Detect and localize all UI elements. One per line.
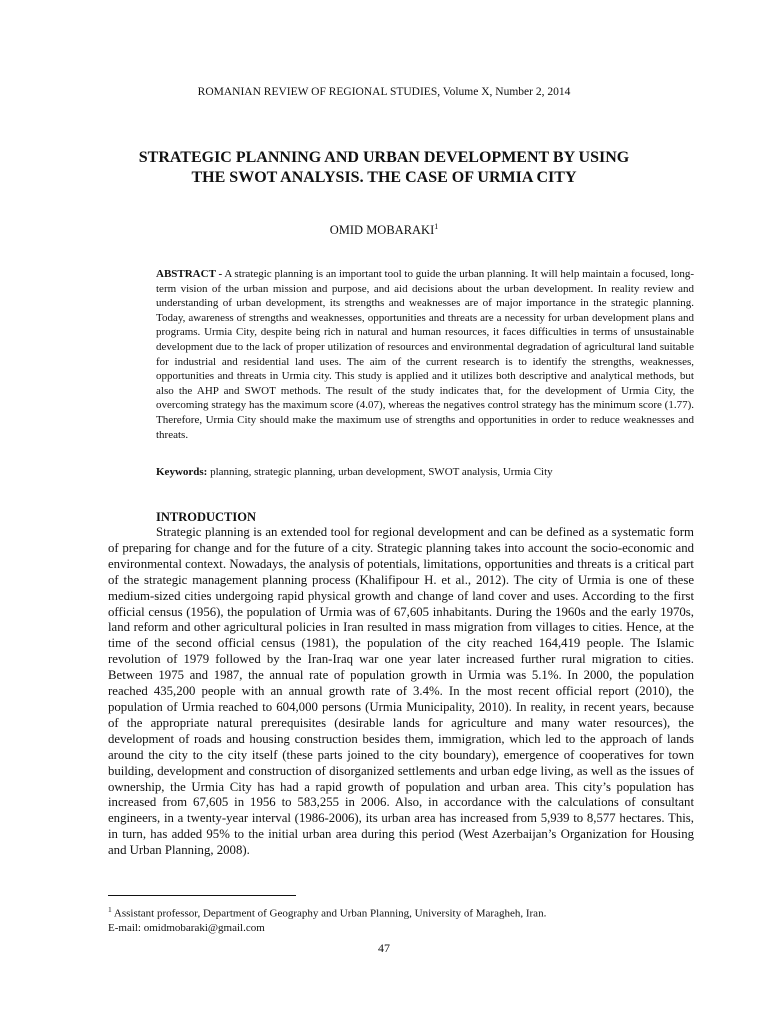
abstract-label: ABSTRACT - (156, 268, 223, 280)
footnote-affiliation (108, 903, 694, 921)
introduction-heading: INTRODUCTION (156, 510, 257, 524)
keywords-label: Keywords: (156, 466, 208, 478)
author-line (0, 222, 768, 238)
footnote-affiliation-text: Assistant professor, Department of Geography and Urban Planning, University of Maragheh, Iran. (111, 907, 547, 920)
abstract-text: A strategic planning is an important tool to guide the urban planning. It will help maintain a focused, long-term vision of the urban mission and purpose, and aid decisions about the urban development. In reality review and understanding of urban development, its strengths and weaknesses are of major importance in the strategic planning. Today, awareness of strengths and weaknesses, opportunities and threats are a necessity for urban development plans and programs. Urmia City, despite being rich in natural and human resources, it faces difficulties in terms of unsustainable development due to the lack of proper utilization of resources and environmental degradation of agricultural land suitable for industrial and residential land uses. The aim of the current research is to identify the strengths, weaknesses, opportunities and threats in Urmia city. This study is applied and it utilizes both descriptive and analytical methods, but also the AHP and SWOT methods. The result of the study indicates that, for the development of Urmia City, the overcoming strategy has the maximum score (4.07), whereas the negatives control strategy has the minimum score (1.77). Therefore, Urmia City should make the maximum use of strengths and opportunities in order to reduce weaknesses and threats. (156, 268, 694, 441)
paper-title (100, 148, 668, 188)
page-number: 47 (378, 941, 390, 955)
footnote (108, 903, 694, 935)
footnote-divider (108, 895, 296, 896)
title-line-2: THE SWOT ANALYSIS. THE CASE OF URMIA CITY (191, 169, 577, 186)
abstract (156, 267, 694, 442)
footnote-mark: 1 (108, 905, 112, 914)
author-name: OMID MOBARAKI (329, 223, 435, 238)
title-line-1: STRATEGIC PLANNING AND URBAN DEVELOPMENT BY USING (138, 149, 630, 166)
footnote-email: E-mail: omidmobaraki@gmail.com (108, 921, 265, 934)
introduction-paragraph: Strategic planning is an extended tool for regional development and can be defined as a systematic form of preparing for change and for the future of a city. Strategic planning takes into account the socio-economic and environmental context. Nowadays, the analysis of potentials, limitations, opportunities and threats is a critical part of the strategic management planning process (Khalifipour H. et al., 2012). The city of Urmia is one of these medium-sized cities undergoing rapid physical growth and change of land cover and uses. According to the first official census (1956), the population of Urmia was of 67,605 inhabitants. During the 1960s and the early 1970s, land reform and other agricultural policies in Iran resulted in mass migration from villages to cities. Hence, at the time of the second official census (1981), the population of the city reached 164,419 people. The Islamic revolution of 1979 followed by the Iran-Iraq war one year later increased further rural migration to cities. Between 1975 and 1987, the annual rate of population growth in Urmia was 5.1%. In 2000, the population reached 435,200 people with an annual growth rate of 3.4%. In the most recent official report (2010), the population of Urmia reached to 604,000 persons (Urmia Municipality, 2010). In reality, in recent years, because of the appropriate natural prerequisites (desirable lands for agriculture and many water resources), the development of roads and housing construction besides them, immigration, which led to the approach of lands around the city to the city itself (these parts joined to the city boundary), emergence of cooperatives for town building, development and construction of disorganized settlements and urban edge living, as well as the issues of ownership, the Urmia City has had a rapid growth of population and urban area. This city’s population has increased from 67,605 in 1956 to 583,255 in 2006. Also, in accordance with the calculations of consultant engineers, in a twenty-year interval (1986-2006), its urban area has increased from 5,939 to 8,577 hectares. This, in turn, has added 95% to the initial urban area during this period (West Azerbaijan’s Organization for Housing and Urban Planning, 2008). (108, 525, 694, 858)
author-footnote-mark: 1 (434, 222, 439, 231)
journal-header: ROMANIAN REVIEW OF REGIONAL STUDIES, Volume X, Number 2, 2014 (197, 86, 571, 98)
keywords-text: planning, strategic planning, urban development, SWOT analysis, Urmia City (207, 466, 553, 478)
keywords (156, 466, 694, 478)
